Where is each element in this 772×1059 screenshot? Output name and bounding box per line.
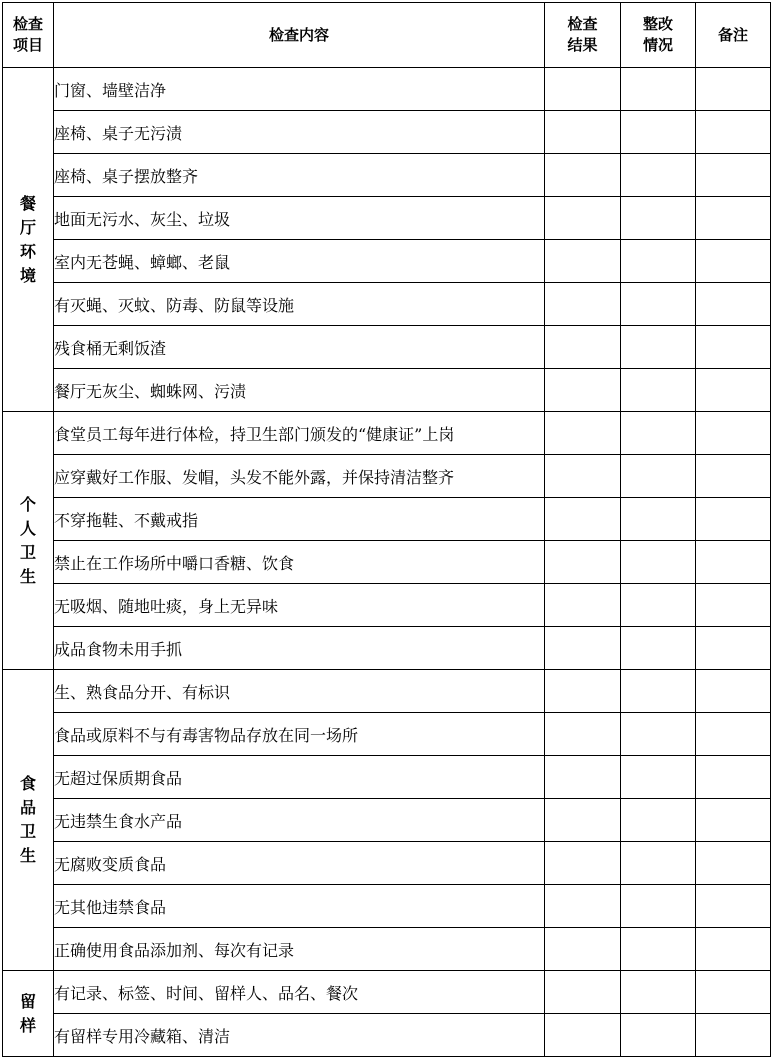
remarks-cell[interactable]: [696, 412, 771, 455]
result-cell[interactable]: [545, 455, 621, 498]
rectification-cell[interactable]: [621, 842, 696, 885]
table-row: [3, 713, 771, 756]
remarks-cell[interactable]: [696, 455, 771, 498]
result-cell[interactable]: [545, 498, 621, 541]
category-personal-hygiene: 个人卫生: [3, 412, 54, 670]
remarks-cell[interactable]: [696, 369, 771, 412]
result-cell[interactable]: [545, 240, 621, 283]
table-row: [3, 1014, 771, 1057]
remarks-cell[interactable]: [696, 1014, 771, 1057]
remarks-cell[interactable]: [696, 326, 771, 369]
rectification-cell[interactable]: [621, 713, 696, 756]
table-row: [3, 670, 771, 713]
check-item: 不穿拖鞋、不戴戒指: [54, 498, 545, 541]
rectification-cell[interactable]: [621, 154, 696, 197]
table-row: [3, 971, 771, 1014]
check-item: 门窗、墙壁洁净: [54, 68, 545, 111]
rectification-cell[interactable]: [621, 541, 696, 584]
rectification-cell[interactable]: [621, 498, 696, 541]
remarks-cell[interactable]: [696, 283, 771, 326]
remarks-cell[interactable]: [696, 240, 771, 283]
check-item: 正确使用食品添加剂、每次有记录: [54, 928, 545, 971]
table-row: [3, 68, 771, 111]
result-cell[interactable]: [545, 1014, 621, 1057]
result-cell[interactable]: [545, 68, 621, 111]
remarks-cell[interactable]: [696, 756, 771, 799]
table-row: [3, 240, 771, 283]
header-content: 检查内容: [54, 3, 545, 68]
check-item: 生、熟食品分开、有标识: [54, 670, 545, 713]
header-remarks: 备注: [696, 3, 771, 68]
result-cell[interactable]: [545, 412, 621, 455]
rectification-cell[interactable]: [621, 455, 696, 498]
check-item: 无违禁生食水产品: [54, 799, 545, 842]
remarks-cell[interactable]: [696, 498, 771, 541]
result-cell[interactable]: [545, 928, 621, 971]
check-item: 残食桶无剩饭渣: [54, 326, 545, 369]
table-row: [3, 283, 771, 326]
result-cell[interactable]: [545, 799, 621, 842]
remarks-cell[interactable]: [696, 627, 771, 670]
result-cell[interactable]: [545, 627, 621, 670]
result-cell[interactable]: [545, 541, 621, 584]
rectification-cell[interactable]: [621, 799, 696, 842]
rectification-cell[interactable]: [621, 928, 696, 971]
check-item: 无其他违禁食品: [54, 885, 545, 928]
check-item: 食堂员工每年进行体检，持卫生部门颁发的“健康证”上岗: [54, 412, 545, 455]
result-cell[interactable]: [545, 756, 621, 799]
remarks-cell[interactable]: [696, 928, 771, 971]
table-row: [3, 541, 771, 584]
table-row: [3, 584, 771, 627]
header-rectification: 整改情况: [621, 3, 696, 68]
table-row: [3, 455, 771, 498]
check-item: 有留样专用冷藏箱、清洁: [54, 1014, 545, 1057]
check-item: 食品或原料不与有毒害物品存放在同一场所: [54, 713, 545, 756]
rectification-cell[interactable]: [621, 283, 696, 326]
check-item: 有记录、标签、时间、留样人、品名、餐次: [54, 971, 545, 1014]
header-result: 检查结果: [545, 3, 621, 68]
table-row: [3, 928, 771, 971]
check-item: 座椅、桌子摆放整齐: [54, 154, 545, 197]
category-food-hygiene: 食品卫生: [3, 670, 54, 971]
result-cell[interactable]: [545, 197, 621, 240]
result-cell[interactable]: [545, 670, 621, 713]
table-row: [3, 627, 771, 670]
table-row: [3, 885, 771, 928]
table-row: [3, 369, 771, 412]
check-item: 无超过保质期食品: [54, 756, 545, 799]
remarks-cell[interactable]: [696, 541, 771, 584]
remarks-cell[interactable]: [696, 971, 771, 1014]
remarks-cell[interactable]: [696, 197, 771, 240]
rectification-cell[interactable]: [621, 240, 696, 283]
check-item: 餐厅无灰尘、蜘蛛网、污渍: [54, 369, 545, 412]
table-row: [3, 799, 771, 842]
rectification-cell[interactable]: [621, 111, 696, 154]
rectification-cell[interactable]: [621, 197, 696, 240]
remarks-cell[interactable]: [696, 670, 771, 713]
category-sample-retention: 留样: [3, 971, 54, 1057]
rectification-cell[interactable]: [621, 627, 696, 670]
result-cell[interactable]: [545, 713, 621, 756]
table-row: [3, 842, 771, 885]
rectification-cell[interactable]: [621, 756, 696, 799]
rectification-cell[interactable]: [621, 412, 696, 455]
result-cell[interactable]: [545, 842, 621, 885]
header-row: [3, 3, 771, 68]
category-dining-environment: 餐厅环境: [3, 68, 54, 412]
check-item: 地面无污水、灰尘、垃圾: [54, 197, 545, 240]
rectification-cell[interactable]: [621, 584, 696, 627]
result-cell[interactable]: [545, 971, 621, 1014]
table-row: [3, 498, 771, 541]
result-cell[interactable]: [545, 885, 621, 928]
table-row: [3, 197, 771, 240]
table-row: [3, 154, 771, 197]
rectification-cell[interactable]: [621, 326, 696, 369]
inspection-table: [2, 2, 771, 1057]
result-cell[interactable]: [545, 154, 621, 197]
result-cell[interactable]: [545, 326, 621, 369]
rectification-cell[interactable]: [621, 369, 696, 412]
check-item: 应穿戴好工作服、发帽，头发不能外露，并保持清洁整齐: [54, 455, 545, 498]
remarks-cell[interactable]: [696, 111, 771, 154]
table-row: [3, 756, 771, 799]
table-row: [3, 412, 771, 455]
rectification-cell[interactable]: [621, 971, 696, 1014]
table-row: [3, 326, 771, 369]
check-item: 成品食物未用手抓: [54, 627, 545, 670]
remarks-cell[interactable]: [696, 799, 771, 842]
remarks-cell[interactable]: [696, 584, 771, 627]
remarks-cell[interactable]: [696, 885, 771, 928]
remarks-cell[interactable]: [696, 713, 771, 756]
check-item: 室内无苍蝇、蟑螂、老鼠: [54, 240, 545, 283]
result-cell[interactable]: [545, 584, 621, 627]
remarks-cell[interactable]: [696, 68, 771, 111]
check-item: 有灭蝇、灭蚊、防毒、防鼠等设施: [54, 283, 545, 326]
result-cell[interactable]: [545, 283, 621, 326]
check-item: 无吸烟、随地吐痰，身上无异味: [54, 584, 545, 627]
table-row: [3, 111, 771, 154]
rectification-cell[interactable]: [621, 670, 696, 713]
header-category: 检查项目: [3, 3, 54, 68]
rectification-cell[interactable]: [621, 885, 696, 928]
check-item: 座椅、桌子无污渍: [54, 111, 545, 154]
remarks-cell[interactable]: [696, 842, 771, 885]
check-item: 无腐败变质食品: [54, 842, 545, 885]
rectification-cell[interactable]: [621, 1014, 696, 1057]
result-cell[interactable]: [545, 111, 621, 154]
check-item: 禁止在工作场所中嚼口香糖、饮食: [54, 541, 545, 584]
remarks-cell[interactable]: [696, 154, 771, 197]
result-cell[interactable]: [545, 369, 621, 412]
rectification-cell[interactable]: [621, 68, 696, 111]
